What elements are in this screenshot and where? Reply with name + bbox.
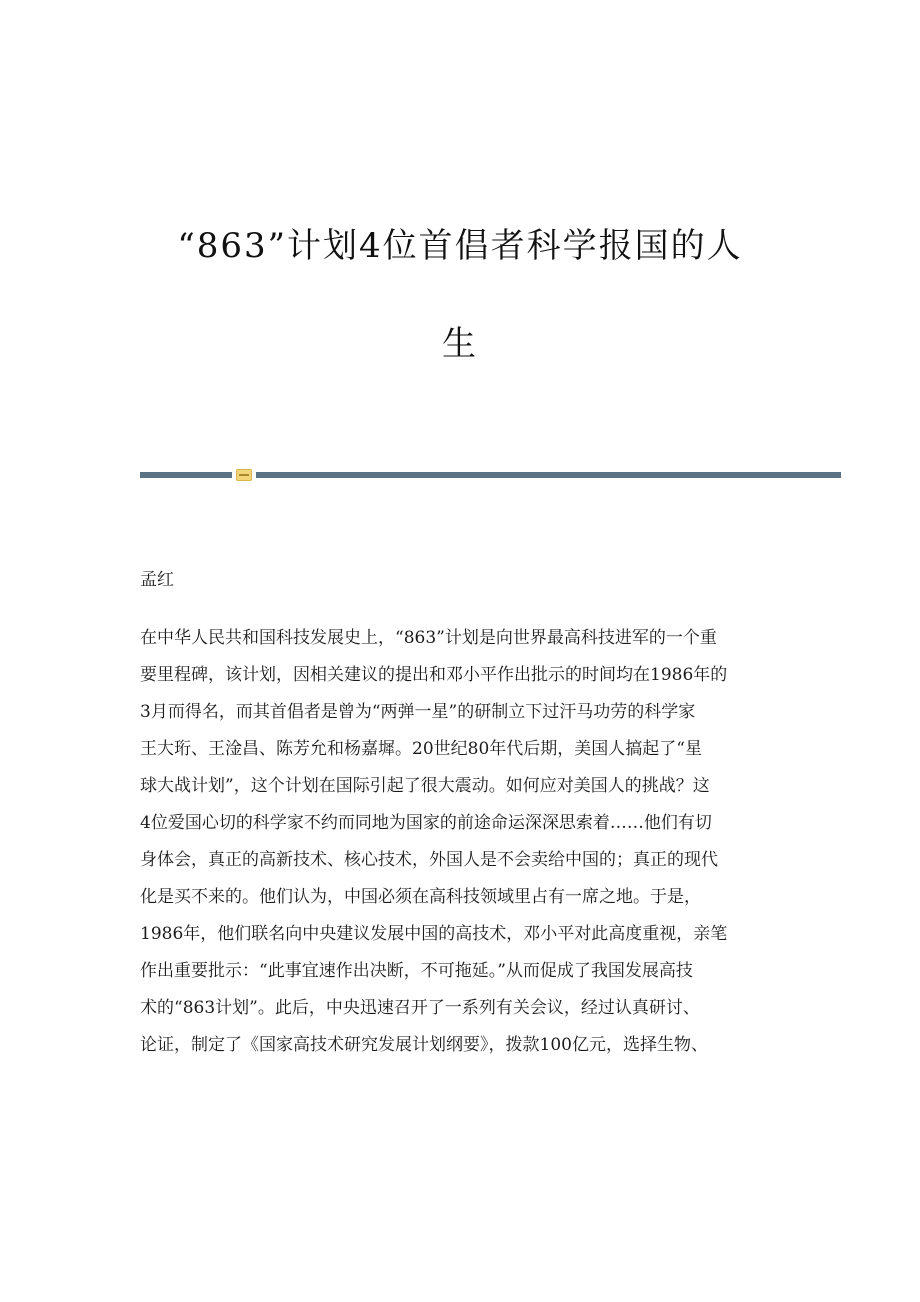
body-line: 4位爱国心切的科学家不约而同地为国家的前途命运深深思索着……他们有切: [140, 813, 712, 833]
document-title-line-2: 生: [442, 324, 478, 364]
body-line: 化是买不来的。他们认为，中国必须在高科技领域里占有一席之地。于是，: [140, 887, 701, 907]
title-divider: [140, 469, 841, 481]
body-paragraph: [140, 620, 780, 1064]
body-line: 论证，制定了《国家高技术研究发展计划纲要》，拨款100亿元，选择生物、: [140, 1035, 708, 1055]
body-line: 球大战计划”，这个计划在国际引起了很大震动。如何应对美国人的挑战？这: [140, 776, 710, 796]
divider-bar-right: [256, 472, 841, 478]
body-line: 3月而得名，而其首倡者是曾为“两弹一星”的研制立下过汗马功劳的科学家: [140, 702, 696, 722]
body-line: 术的“863计划”。此后，中央迅速召开了一系列有关会议，经过认真研讨、: [140, 998, 700, 1018]
document-title-line-1: “863”计划4位首倡者科学报国的人: [177, 226, 743, 266]
body-line: 1986年，他们联名向中央建议发展中国的高技术，邓小平对此高度重视，亲笔: [140, 924, 728, 944]
divider-bar-left: [140, 472, 232, 478]
body-line: 身体会，真正的高新技术、核心技术，外国人是不会卖给中国的；真正的现代: [140, 850, 718, 870]
body-line: 作出重要批示：“此事宜速作出决断，不可拖延。”从而促成了我国发展高技: [140, 961, 693, 981]
body-line: 在中华人民共和国科技发展史上，“863”计划是向世界最高科技进军的一个重: [140, 628, 717, 648]
body-line: 王大珩、王淦昌、陈芳允和杨嘉墀。20世纪80年代后期，美国人搞起了“星: [140, 739, 702, 759]
divider-ornament-icon: [236, 469, 252, 481]
author-name: 孟红: [140, 570, 174, 590]
body-line: 要里程碑，该计划，因相关建议的提出和邓小平作出批示的时间均在1986年的: [140, 665, 728, 685]
